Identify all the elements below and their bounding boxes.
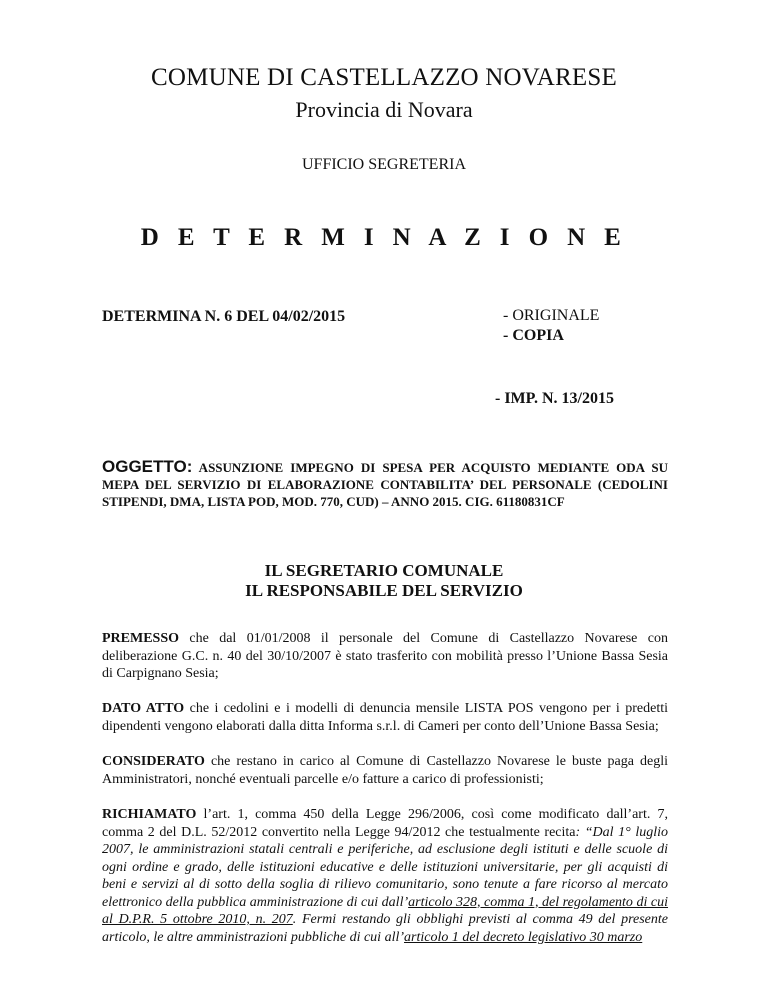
paragraph-keyword: PREMESSO — [102, 631, 180, 646]
paragraph-text: che dal 01/01/2008 il personale del Comune di Castellazzo Novarese con deliberazione G.C. n. 40 del 30/10/2007 è stato trasferito con mobilità presso l’Unione Bassa Sesia di Carpignano Sesia; — [102, 631, 668, 681]
paragraph-text: che i cedolini e i modelli di denuncia mensile LISTA POS vengono per i predetti dipendenti vengono elaborati dalla ditta Informa s.r.l. di Cameri per conto dell’Unione Bassa Sesia; — [102, 701, 668, 734]
subject-text: ASSUNZIONE IMPEGNO DI SPESA PER ACQUISTO MEDIANTE ODA SU MEPA DEL SERVIZIO DI ELABORAZIONE CONTABILITA’ DEL PERSONALE (CEDOLINI STIPENDI, DMA, LISTA POD, MOD. 770, CUD) – ANNO 2015. CIG. 61180831CF — [102, 460, 668, 509]
subject-label: OGGETTO: — [102, 457, 193, 476]
copy-option: - COPIA — [503, 327, 564, 344]
richiamato-paragraph — [102, 806, 668, 946]
impegno-number: - IMP. N. 13/2015 — [495, 390, 614, 407]
law-quote: . Fermi restando gli obblighi previsti al comma 49 del presente articolo, le altre amministrazioni pubbliche di cui all’ — [102, 912, 668, 945]
determina-number: DETERMINA N. 6 DEL 04/02/2015 — [102, 308, 346, 325]
office-name: UFFICIO SEGRETERIA — [301, 156, 466, 173]
law-reference-link[interactable]: articolo 328, comma 1, del regolamento di cui al D.P.R. 5 ottobre 2010, n. 207 — [102, 894, 669, 927]
document-type-title: D E T E R M I N A Z I O N E — [140, 224, 628, 251]
municipality-title: COMUNE DI CASTELLAZZO NOVARESE — [151, 64, 617, 91]
paragraph-keyword: DATO ATTO — [102, 701, 185, 716]
original-option: - ORIGINALE — [503, 307, 600, 324]
law-reference-link[interactable]: articolo 1 del decreto legislativo 30 marzo — [404, 929, 643, 945]
paragraph-keyword: RICHIAMATO — [102, 807, 197, 822]
dato-atto-paragraph — [102, 700, 668, 735]
paragraph-keyword: CONSIDERATO — [102, 754, 205, 769]
premesso-paragraph — [102, 630, 668, 683]
paragraph-text: che restano in carico al Comune di Castellazzo Novarese le buste paga degli Amministratori, nonché eventuali parcelle e/o fatture a carico di professionisti; — [102, 754, 668, 787]
subject-block — [102, 458, 668, 510]
copy-options — [503, 306, 599, 346]
signatory-line-2: IL RESPONSABILE DEL SERVIZIO — [245, 581, 523, 600]
province-subtitle: Provincia di Novara — [295, 97, 473, 122]
paragraph-text: l’art. 1, comma 450 della Legge 296/2006, così come modificato dall’art. 7, comma 2 del D.L. 52/2012 convertito nella Legge 94/2012 che testualmente recita — [102, 807, 668, 840]
signatory-line-1: IL SEGRETARIO COMUNALE — [264, 561, 504, 580]
law-quote: : “Dal 1° luglio 2007, le amministrazioni statali centrali e periferiche, ad esclusione degli istituti e delle scuole di ogni ordine e grado, delle istituzioni educative e delle istituzioni universitarie, per gli acquisti di beni e servizi al di sotto della soglia di rilievo comunitario, sono tenute a fare ricorso al mercato elettronico della pubblica amministrazione di cui dall’ — [102, 824, 668, 910]
considerato-paragraph — [102, 753, 668, 788]
